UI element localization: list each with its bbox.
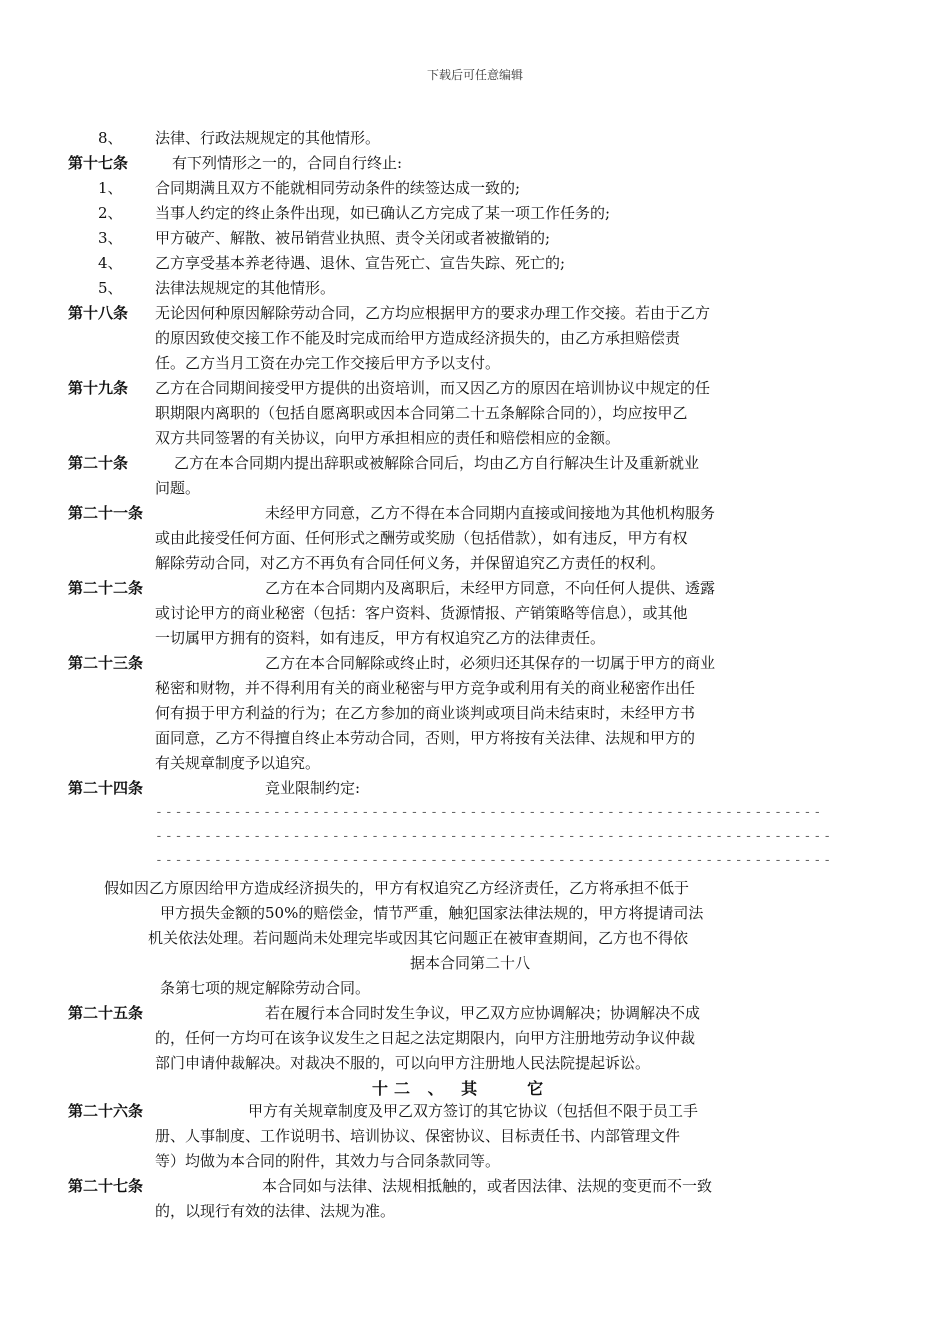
article-18-title: 第十八条 [68, 304, 129, 322]
list-item-text: 合同期满且双方不能就相同劳动条件的续签达成一致的; [155, 179, 521, 197]
article-25-line: 部门申请仲裁解决。对裁决不服的，可以向甲方注册地人民法院提起诉讼。 [155, 1054, 651, 1072]
list-number: 8、 [98, 129, 123, 147]
article-26-line: 甲方有关规章制度及甲乙双方签订的其它协议（包括但不限于员工手 [248, 1102, 699, 1120]
article-19-title: 第十九条 [68, 379, 129, 397]
list-number: 3、 [98, 229, 123, 247]
article-20-line: 问题。 [155, 479, 201, 497]
article-24-line: 甲方损失金额的50%的赔偿金，情节严重，触犯国家法律法规的，甲方将提请司法 [160, 904, 704, 922]
article-21-line: 或由此接受任何方面、任何形式之酬劳或奖励（包括借款），如有违反，甲方有权 [155, 529, 688, 547]
article-25-title: 第二十五条 [68, 1004, 144, 1022]
article-24-line: 机关依法处理。若问题尚未处理完毕或因其它问题正在被审查期间，乙方也不得依 [148, 929, 689, 947]
page-header: 下载后可任意编辑 [426, 68, 523, 82]
list-number: 4、 [98, 254, 123, 272]
article-23-line: 乙方在本合同解除或终止时，必须归还其保存的一切属于甲方的商业 [265, 654, 716, 672]
list-item-text: 当事人约定的终止条件出现，如已确认乙方完成了某一项工作任务的; [155, 204, 611, 222]
article-22-line: 乙方在本合同期内及离职后，未经甲方同意，不向任何人提供、透露 [265, 579, 716, 597]
article-26-line: 册、人事制度、工作说明书、培训协议、保密协议、目标责任书、内部管理文件 [155, 1127, 681, 1145]
article-21-title: 第二十一条 [68, 504, 144, 522]
list-item-text: 甲方破产、解散、被吊销营业执照、责令关闭或者被撤销的; [155, 229, 551, 247]
blank-line: --------------------------------------------------------------------- [155, 829, 834, 844]
article-20-line: 乙方在本合同期内提出辞职或被解除合同后，均由乙方自行解决生计及重新就业 [174, 454, 700, 472]
blank-line: -------------------------------------------------------------------- [155, 805, 824, 820]
article-25-line: 若在履行本合同时发生争议，甲乙双方应协调解决；协调解决不成 [265, 1004, 701, 1022]
article-21-line: 未经甲方同意，乙方不得在本合同期内直接或间接地为其他机构服务 [265, 504, 716, 522]
article-24-line: 假如因乙方原因给甲方造成经济损失的，甲方有权追究乙方经济责任，乙方将承担不低于 [104, 879, 690, 897]
article-23-line: 有关规章制度予以追究。 [155, 754, 321, 772]
article-23-line: 面同意，乙方不得擅自终止本劳动合同，否则，甲方将按有关法律、法规和甲方的 [155, 729, 696, 747]
list-number: 1、 [98, 179, 123, 197]
article-17-title: 第十七条 [68, 154, 129, 172]
list-number: 2、 [98, 204, 123, 222]
list-number: 5、 [98, 279, 123, 297]
article-20-title: 第二十条 [68, 454, 129, 472]
article-23-line: 何有损于甲方利益的行为；在乙方参加的商业谈判或项目尚未结束时，未经甲方书 [155, 704, 696, 722]
article-26-line: 等）均做为本合同的附件，其效力与合同条款同等。 [155, 1152, 501, 1170]
section-heading: 十二 、 其 它 [372, 1079, 550, 1098]
article-27-line: 的，以现行有效的法律、法规为准。 [155, 1202, 396, 1220]
article-17-intro: 有下列情形之一的，合同自行终止: [172, 154, 403, 172]
article-27-line: 本合同如与法律、法规相抵触的，或者因法律、法规的变更而不一致 [262, 1177, 713, 1195]
article-22-title: 第二十二条 [68, 579, 144, 597]
article-19-line: 职期限内离职的（包括自愿离职或因本合同第二十五条解除合同的），均应按甲乙 [155, 404, 688, 422]
article-24-title: 第二十四条 [68, 779, 144, 797]
article-23-title: 第二十三条 [68, 654, 144, 672]
article-23-line: 秘密和财物，并不得利用有关的商业秘密与甲方竞争或利用有关的商业秘密作出任 [155, 679, 696, 697]
article-24-line: 据本合同第二十八 [410, 954, 531, 972]
list-item-text: 法律、行政法规规定的其他情形。 [155, 129, 381, 147]
article-18-line: 任。乙方当月工资在办完工作交接后甲方予以支付。 [155, 354, 501, 372]
article-27-title: 第二十七条 [68, 1177, 144, 1195]
blank-line: --------------------------------------------------------------------- [155, 853, 834, 868]
article-19-line: 双方共同签署的有关协议，向甲方承担相应的责任和赔偿相应的金额。 [155, 429, 621, 447]
article-18-line: 的原因致使交接工作不能及时完成而给甲方造成经济损失的，由乙方承担赔偿责 [155, 329, 681, 347]
list-item-text: 法律法规规定的其他情形。 [155, 279, 336, 297]
article-22-line: 或讨论甲方的商业秘密（包括：客户资料、货源情报、产销策略等信息），或其他 [155, 604, 688, 622]
article-26-title: 第二十六条 [68, 1102, 144, 1120]
article-19-line: 乙方在合同期间接受甲方提供的出资培训，而又因乙方的原因在培训协议中规定的任 [155, 379, 711, 397]
article-18-line: 无论因何种原因解除劳动合同，乙方均应根据甲方的要求办理工作交接。若由于乙方 [155, 304, 711, 322]
article-25-line: 的，任何一方均可在该争议发生之日起之法定期限内，向甲方注册地劳动争议仲裁 [155, 1029, 696, 1047]
article-24-line: 条第七项的规定解除劳动合同。 [160, 979, 371, 997]
list-item-text: 乙方享受基本养老待遇、退休、宣告死亡、宣告失踪、死亡的; [155, 254, 566, 272]
article-22-line: 一切属甲方拥有的资料，如有违反，甲方有权追究乙方的法律责任。 [155, 629, 606, 647]
article-24-intro: 竞业限制约定: [265, 779, 361, 797]
article-21-line: 解除劳动合同，对乙方不再负有合同任何义务，并保留追究乙方责任的权利。 [155, 554, 666, 572]
